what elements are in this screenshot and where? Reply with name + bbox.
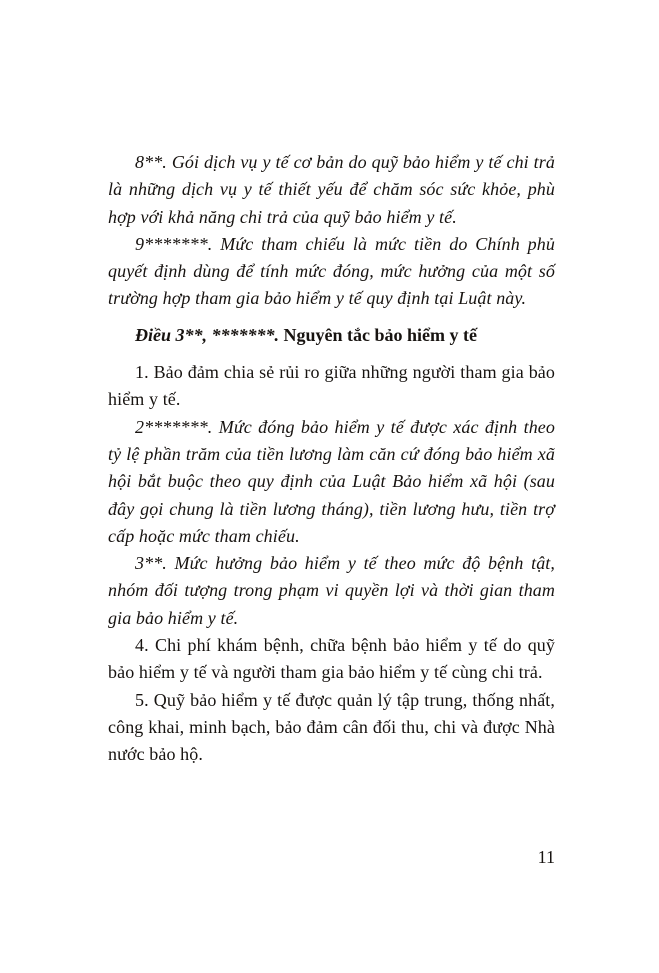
paragraph: 3**. Mức hưởng bảo hiểm y tế theo mức độ bệnh tật, nhóm đối tượng trong phạm vi quyền lợi và thời gian tham gia bảo hiểm y tế. — [108, 553, 555, 628]
heading-title: Nguyên tắc bảo hiểm y tế — [283, 324, 477, 345]
paragraph: 1. Bảo đảm chia sẻ rủi ro giữa những người tham gia bảo hiểm y tế. — [108, 362, 555, 410]
heading-article-number: Điều 3**, *******. — [135, 324, 279, 345]
paragraph: 4. Chi phí khám bệnh, chữa bệnh bảo hiểm y tế do quỹ bảo hiểm y tế và người tham gia bảo hiểm y tế cùng chi trả. — [108, 635, 555, 683]
paragraph: 5. Quỹ bảo hiểm y tế được quản lý tập trung, thống nhất, công khai, minh bạch, bảo đảm cân đối thu, chi và được Nhà nước bảo hộ. — [108, 689, 555, 765]
text-block — [108, 149, 555, 769]
paragraph: 9*******. Mức tham chiếu là mức tiền do Chính phủ quyết định dùng để tính mức đóng, mức hưởng của một số trường hợp tham gia bảo hiểm y tế quy định tại Luật này. — [108, 233, 555, 309]
paragraph: 8**. Gói dịch vụ y tế cơ bản do quỹ bảo hiểm y tế chi trả là những dịch vụ y tế thiết yếu để chăm sóc sức khỏe, phù hợp với khả năng chi trả của quỹ bảo hiểm y tế. — [108, 152, 555, 227]
section-heading — [108, 322, 555, 349]
page-number: 11 — [537, 847, 555, 867]
paragraph: 2*******. Mức đóng bảo hiểm y tế được xác định theo tỷ lệ phần trăm của tiền lương làm căn cứ đóng bảo hiểm xã hội bắt buộc theo quy định của Luật Bảo hiểm xã hội (sau đây gọi chung là tiền lương tháng), tiền lương hưu, tiền trợ cấp hoặc mức tham chiếu. — [108, 416, 555, 546]
